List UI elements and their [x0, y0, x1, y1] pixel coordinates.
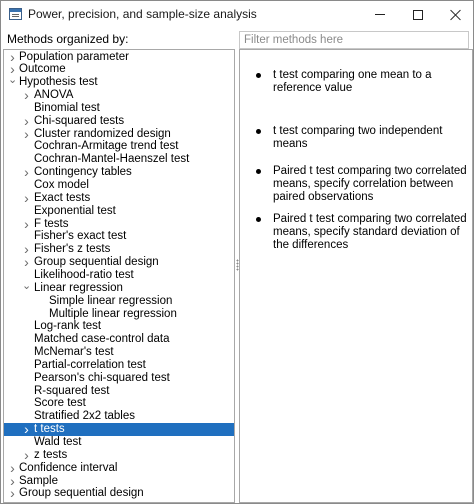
tree-item[interactable] [4, 446, 234, 463]
tree-item-label: Cox model [34, 179, 89, 191]
tree-item[interactable] [4, 243, 234, 256]
bullet-icon [256, 169, 261, 174]
tree-item-label: Linear regression [34, 281, 123, 294]
chevron-right-icon[interactable]: › [24, 446, 29, 463]
tree-item-label: Multiple linear regression [49, 307, 177, 320]
tree-item[interactable] [4, 269, 234, 282]
title-bar[interactable] [1, 1, 473, 28]
tree-item[interactable] [4, 205, 234, 218]
tree-item-label: Wald test [34, 436, 82, 448]
method-description: Paired t test comparing two correlated means, specify correlation between paired observations [273, 165, 467, 203]
bullet-icon [256, 217, 261, 222]
tree-item-label: Group sequential design [34, 256, 159, 269]
tree-item[interactable] [4, 308, 234, 321]
tree-item-label: Binomial test [34, 101, 100, 114]
tree-item-label: Cluster randomized design [34, 127, 171, 140]
tree-item-label: Score test [34, 397, 86, 410]
chevron-right-icon[interactable]: › [24, 164, 29, 181]
close-button[interactable] [437, 1, 474, 28]
tree-item[interactable] [4, 279, 234, 295]
method-description: t test comparing two independent means [273, 125, 443, 150]
chevron-right-icon[interactable]: › [24, 215, 29, 232]
minimize-icon [375, 14, 385, 15]
tree-item-label: Exponential test [34, 204, 116, 217]
tree-item[interactable] [4, 76, 234, 89]
chevron-down-icon[interactable]: ⌄ [8, 74, 18, 87]
chevron-right-icon[interactable]: › [10, 49, 15, 65]
chevron-right-icon[interactable]: › [24, 189, 29, 206]
tree-item[interactable] [4, 215, 234, 232]
tree-item[interactable] [4, 436, 234, 449]
tree-item[interactable] [4, 487, 234, 500]
tree-item[interactable] [4, 230, 234, 243]
method-description: Paired t test comparing two correlated means, specify standard deviation of the differences [273, 213, 467, 251]
maximize-icon [413, 10, 423, 20]
tree-item[interactable] [4, 256, 234, 269]
tree-item-label: t tests [34, 423, 65, 436]
window-title: Power, precision, and sample-size analysis [28, 7, 257, 21]
tree-item[interactable] [4, 89, 234, 102]
methods-tree[interactable] [3, 49, 235, 503]
methods-list-panel [239, 49, 473, 503]
window-app-icon [9, 8, 22, 20]
maximize-button[interactable] [399, 1, 437, 28]
tree-item-label: Simple linear regression [49, 294, 173, 307]
tree-item-label: Group sequential design [19, 487, 144, 500]
tree-item-label: F tests [34, 217, 69, 230]
tree-item-label: z tests [34, 448, 68, 461]
tree-item[interactable] [4, 102, 234, 115]
tree-item[interactable] [4, 153, 234, 166]
tree-item-label: Fisher's exact test [34, 230, 127, 243]
tree-item-label: McNemar's test [34, 346, 114, 359]
tree-item-label: Chi-squared tests [34, 114, 125, 127]
tree-item[interactable] [4, 63, 234, 76]
tree-item[interactable] [4, 125, 234, 142]
chevron-right-icon[interactable]: › [24, 421, 29, 438]
chevron-right-icon[interactable]: › [24, 87, 29, 104]
tree-item[interactable] [4, 140, 234, 153]
tree-item-label: Partial-correlation test [34, 358, 146, 371]
tree-item[interactable] [4, 189, 234, 206]
methods-organized-label: Methods organized by: [7, 32, 129, 46]
close-icon [450, 9, 462, 21]
tree-item-label: Cochran-Mantel-Haenszel test [34, 153, 190, 166]
tree-item-label: Pearson's chi-squared test [34, 371, 170, 384]
tree-item-label: Confidence interval [19, 461, 118, 474]
tree-item-label: Outcome [19, 63, 66, 76]
tree-item-label: Log-rank test [34, 320, 102, 333]
chevron-right-icon[interactable]: › [10, 485, 15, 502]
tree-item[interactable] [4, 410, 234, 423]
chevron-right-icon[interactable]: › [24, 254, 29, 271]
chevron-right-icon[interactable]: › [24, 125, 29, 142]
tree-item[interactable] [4, 166, 234, 179]
tree-item-label: Likelihood-ratio test [34, 268, 134, 281]
tree-item-label: Contingency tables [34, 166, 132, 179]
tree-item-label: Cochran-Armitage trend test [34, 140, 179, 153]
tree-item[interactable] [4, 333, 234, 346]
tree-item[interactable] [4, 179, 234, 192]
minimize-button[interactable] [361, 1, 399, 28]
chevron-right-icon[interactable]: › [10, 61, 15, 78]
bullet-icon [256, 73, 261, 78]
tree-item-label: R-squared test [34, 384, 110, 397]
chevron-right-icon[interactable]: › [10, 459, 15, 476]
chevron-down-icon[interactable]: ⌄ [22, 279, 32, 292]
tree-item-label: ANOVA [34, 89, 74, 102]
tree-item[interactable] [4, 295, 234, 308]
tree-item[interactable] [4, 397, 234, 410]
tree-item[interactable] [4, 112, 234, 129]
tree-item-label: Stratified 2x2 tables [34, 410, 136, 423]
chevron-right-icon[interactable]: › [24, 241, 29, 258]
tree-item[interactable] [4, 385, 234, 398]
tree-item-label: Matched case-control data [34, 333, 170, 346]
filter-methods-input[interactable] [239, 31, 469, 49]
tree-item-label: Fisher's z tests [34, 243, 111, 256]
tree-item-label: Hypothesis test [19, 76, 98, 89]
tree-item[interactable] [4, 423, 234, 436]
tree-item[interactable] [4, 346, 234, 359]
tree-item[interactable] [4, 372, 234, 385]
tree-item[interactable] [4, 320, 234, 333]
tree-item[interactable] [4, 51, 234, 64]
chevron-right-icon[interactable]: › [10, 472, 15, 489]
tree-item-label: Exact tests [34, 191, 91, 204]
chevron-right-icon[interactable]: › [24, 112, 29, 129]
tree-item[interactable] [4, 359, 234, 372]
bullet-icon [256, 129, 261, 134]
tree-item-label: Sample [19, 474, 58, 487]
method-description: t test comparing one mean to a reference value [273, 69, 432, 94]
tree-item-label: Population parameter [19, 50, 129, 63]
tree-item[interactable] [4, 472, 234, 489]
tree-item[interactable] [4, 459, 234, 476]
